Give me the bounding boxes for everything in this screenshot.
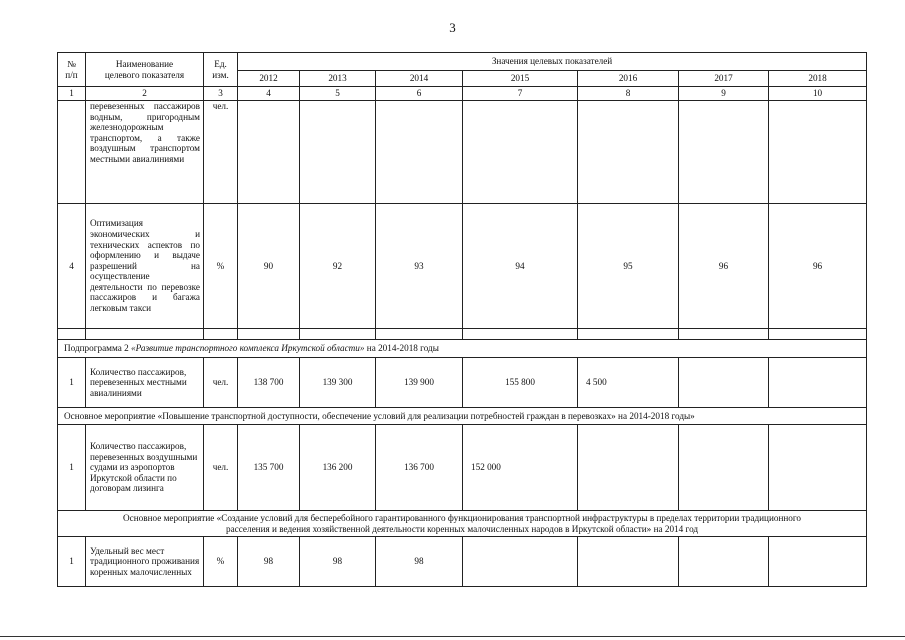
indicator-name: Оптимизация экономических и технических аспектов по оформлению и выдаче разрешений на осуществление деятельности по перевозке пассажиров и багажа легковым такси: [86, 204, 204, 329]
section-prefix: Подпрограмма 2: [64, 343, 132, 354]
page-number: 3: [449, 20, 456, 35]
value-cell: 136 700: [376, 425, 463, 511]
value-cell: 96: [769, 204, 867, 329]
indicator-name: Удельный вес мест традиционного проживания коренных малочисленных: [86, 537, 204, 587]
indicators-table: [57, 52, 867, 587]
value-cell: [769, 358, 867, 408]
row-number: 1: [58, 358, 86, 408]
value-cell: [679, 425, 769, 511]
value-cell: 94: [463, 204, 578, 329]
section-line: расселения и ведения хозяйственной деятельности коренных малочисленных народов в Иркутской области» на 2014 год: [225, 523, 699, 534]
value-cell: 98: [376, 537, 463, 587]
value-cell: 139 300: [300, 358, 376, 408]
value-cell: 90: [238, 204, 300, 329]
header-year: 2013: [300, 71, 376, 87]
value-cell: 98: [300, 537, 376, 587]
indicator-unit: чел.: [204, 425, 238, 511]
value-cell: 139 900: [376, 358, 463, 408]
header-name: Наименование целевого показателя: [86, 53, 204, 87]
value-cell: [578, 537, 679, 587]
header-year: 2012: [238, 71, 300, 87]
row-number: 1: [58, 425, 86, 511]
section-heading: [58, 340, 867, 358]
header-unit: Ед. изм.: [204, 53, 238, 87]
header-year: 2014: [376, 71, 463, 87]
column-number: 5: [300, 87, 376, 101]
section-line: Основное мероприятие «Создание условий для бесперебойного гарантированного функционирования транспортной инфраструктуры в пределах территории традиционного: [123, 512, 802, 523]
value-cell: 96: [679, 204, 769, 329]
header-num: № п/п: [58, 53, 86, 87]
value-cell: 92: [300, 204, 376, 329]
table-row: [58, 358, 867, 408]
column-number: 3: [204, 87, 238, 101]
indicator-unit: чел.: [204, 101, 238, 204]
column-number: 6: [376, 87, 463, 101]
value-cell: 95: [578, 204, 679, 329]
row-number: 4: [58, 204, 86, 329]
value-cell: 93: [376, 204, 463, 329]
section-heading: [58, 511, 867, 537]
section-suffix: на 2014-2018 годы: [364, 343, 439, 354]
row-number: 1: [58, 537, 86, 587]
column-number: 7: [463, 87, 578, 101]
indicator-unit: чел.: [204, 358, 238, 408]
table-row: [58, 537, 867, 587]
value-cell: 136 200: [300, 425, 376, 511]
indicator-name: Количество пассажиров, перевезенных воздушными судами из аэропортов Иркутской области по договорам лизинга: [86, 425, 204, 511]
column-number: 4: [238, 87, 300, 101]
table-row: [58, 204, 867, 329]
value-cell: 98: [238, 537, 300, 587]
indicator-name: Количество пассажиров, перевезенных местными авиалиниями: [86, 358, 204, 408]
column-number: 10: [769, 87, 867, 101]
column-number: 1: [58, 87, 86, 101]
value-cell: [463, 537, 578, 587]
value-cell: [679, 537, 769, 587]
column-number: 9: [679, 87, 769, 101]
value-cell: [769, 425, 867, 511]
value-cell: [578, 425, 679, 511]
value-cell: [679, 358, 769, 408]
value-cell: 152 000: [463, 425, 578, 511]
header-year: 2015: [463, 71, 578, 87]
value-cell: 155 800: [463, 358, 578, 408]
value-cell: 135 700: [238, 425, 300, 511]
header-values-group: Значения целевых показателей: [238, 53, 867, 71]
indicator-name: перевезенных пассажиров водным, пригородным железнодорожным транспортом, а также воздушным транспортом местными авиалиниями: [86, 101, 204, 204]
column-number: 8: [578, 87, 679, 101]
section-heading: Основное мероприятие «Повышение транспортной доступности, обеспечение условий для реализации потребностей граждан в перевозках» на 2014-2018 годы»: [58, 408, 867, 425]
value-cell: 138 700: [238, 358, 300, 408]
section-title: «Развитие транспортного комплекса Иркутской области»: [131, 343, 365, 354]
value-cell: 4 500: [578, 358, 679, 408]
indicator-unit: %: [204, 537, 238, 587]
table-row: [58, 101, 867, 204]
indicator-unit: %: [204, 204, 238, 329]
header-year: 2016: [578, 71, 679, 87]
value-cell: [769, 537, 867, 587]
page-edge-line: [0, 636, 905, 637]
column-number: 2: [86, 87, 204, 101]
table-row: [58, 425, 867, 511]
header-year: 2017: [679, 71, 769, 87]
header-year: 2018: [769, 71, 867, 87]
table-row: [58, 329, 867, 340]
